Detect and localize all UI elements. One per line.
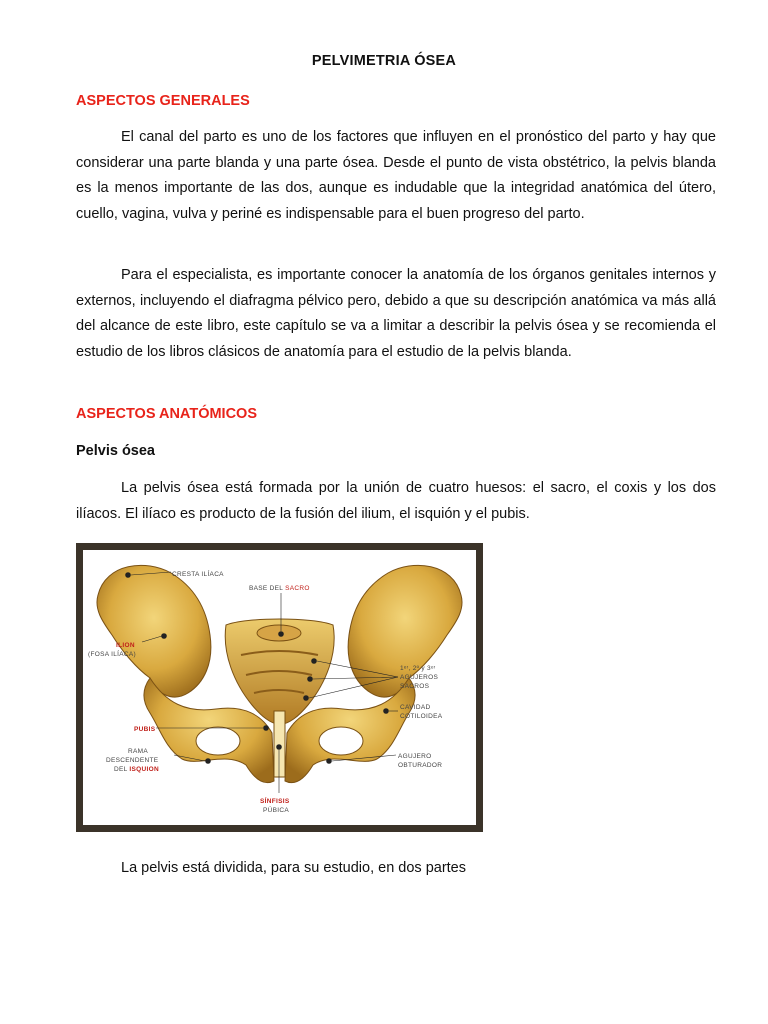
label-rama-line2: DESCENDENTE bbox=[106, 757, 159, 764]
label-agujero-line2: OBTURADOR bbox=[398, 762, 443, 769]
label-cresta-iliaca: CRESTA ILÍACA bbox=[172, 571, 224, 578]
label-rama-line1: RAMA bbox=[128, 748, 148, 755]
section-heading-anatomic: ASPECTOS ANATÓMICOS bbox=[76, 406, 257, 422]
paragraph-3: La pelvis ósea está formada por la unión de cuatro huesos: el sacro, el coxis y los dos ilíacos. El ilíaco es producto de la fusión del ilium, el isquión y el pubis. bbox=[76, 480, 716, 522]
label-ilion: ILION bbox=[116, 642, 135, 649]
paragraph-1: El canal del parto es uno de los factores que influyen en el pronóstico del parto y hay que considerar una parte blanda y una parte ósea. Desde el punto de vista obstétrico, la pelvis blanda es la menos importante de las dos, aunque es indudable que la integridad anatómica del útero, cuello, vagina, vulva y periné es indispensable para el buen progreso del parto. bbox=[76, 129, 716, 222]
label-fosa-iliaca: (FOSA ILÍACA) bbox=[88, 651, 136, 658]
label-cavidad-line1: CAVIDAD bbox=[400, 704, 431, 711]
pubic-symphysis bbox=[274, 711, 285, 777]
label-pubis: PUBIS bbox=[134, 726, 156, 733]
label-pubica: PÚBICA bbox=[263, 807, 290, 814]
subheading-pelvis-osea: Pelvis ósea bbox=[76, 443, 155, 459]
paragraph-4: La pelvis está dividida, para su estudio, en dos partes bbox=[121, 860, 466, 876]
label-base-del-sacro: BASE DEL SACRO bbox=[249, 585, 310, 592]
section-heading-general: ASPECTOS GENERALES bbox=[76, 93, 250, 109]
label-sinfisis: SÍNFISIS bbox=[260, 798, 290, 805]
right-obturator-foramen bbox=[319, 727, 363, 755]
label-cavidad-line2: COTILOIDEA bbox=[400, 713, 443, 720]
label-agujeros-line2: AGUJEROS bbox=[400, 674, 439, 681]
pelvis-figure bbox=[76, 543, 483, 832]
label-agujeros-line3: SACROS bbox=[400, 683, 430, 690]
paragraph-2: Para el especialista, es importante conocer la anatomía de los órganos genitales internos y externos, incluyendo el diafragma pélvico pero, debido a que su descripción anatómica va más allá del alcance de este libro, este capítulo se va a limitar a describir la pelvis ósea y se recomienda el estudio de los libros clásicos de anatomía para el estudio de la pelvis blanda. bbox=[76, 267, 716, 360]
pelvis-illustration bbox=[76, 543, 483, 832]
label-agujero-line1: AGUJERO bbox=[398, 753, 432, 760]
label-agujeros-line1: 1ᵉʳ, 2º y 3ᵉʳ bbox=[400, 665, 436, 672]
page-title: PELVIMETRIA ÓSEA bbox=[311, 53, 457, 69]
label-rama-line3: DEL ISQUION bbox=[114, 766, 159, 773]
left-obturator-foramen bbox=[196, 727, 240, 755]
